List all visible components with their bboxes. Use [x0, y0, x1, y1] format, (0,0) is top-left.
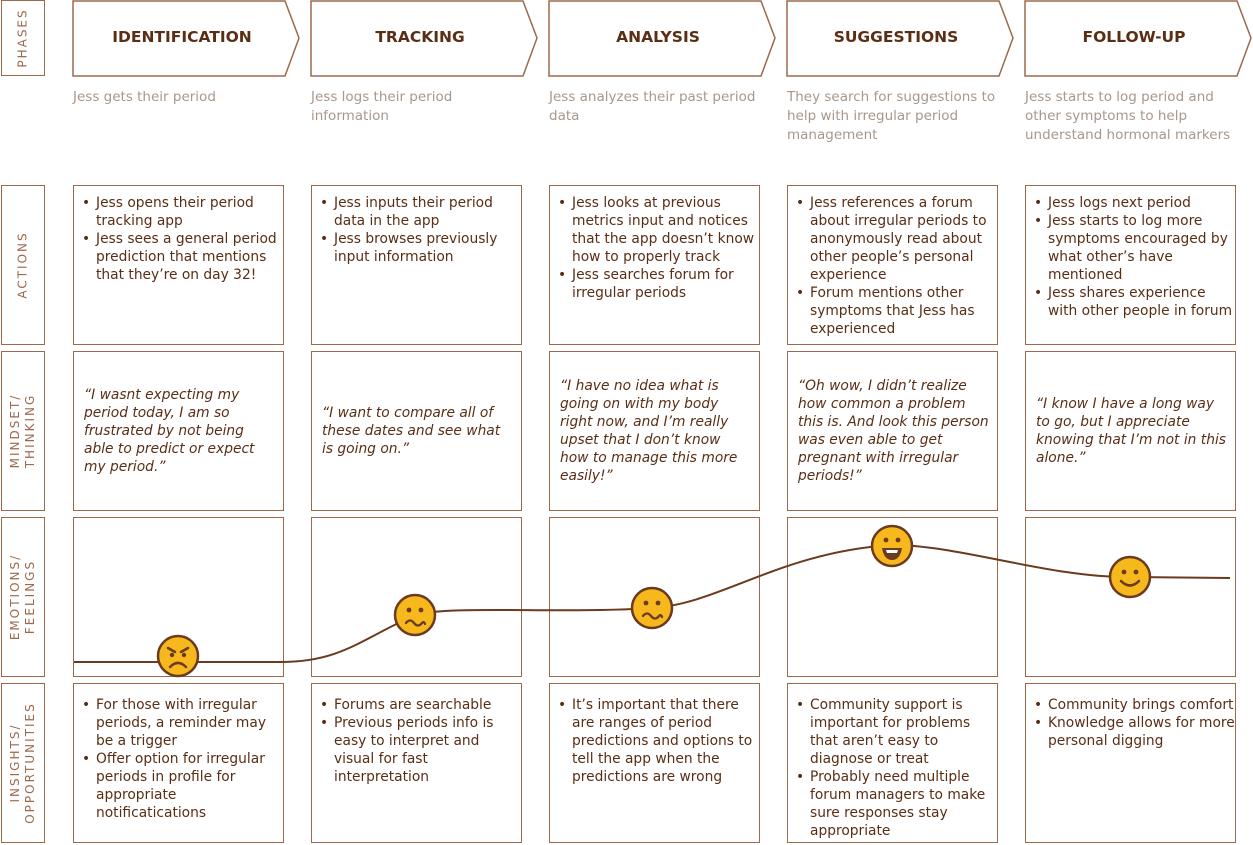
insight-item: • Community brings comfort [1026, 696, 1235, 714]
row-label-mindset [1, 351, 45, 511]
phase-title: ANALYSIS [616, 28, 700, 46]
insights-box-2 [311, 683, 522, 843]
row-label-actions [1, 185, 45, 345]
phase-description: Jess analyzes their past period data [549, 89, 756, 124]
phase-description: Jess starts to log period and other symptoms to help understand hormonal markers [1025, 89, 1231, 143]
mindset-quote: “Oh wow, I didn’t realize how common a problem this is. And look this person was even able to get pregnant with irregular periods!” [798, 378, 989, 484]
action-item: • Forum mentions other symptoms that Jess has experienced [788, 284, 997, 338]
phase-description: Jess gets their period [73, 89, 216, 105]
insight-item: • It’s important that there are ranges of period predictions and options to tell the app when the predictions are wrong [550, 696, 759, 786]
phase-description: Jess logs their period information [311, 89, 453, 124]
row-label-insights-line1: INSIGHTS/ [8, 723, 22, 803]
mindset-box-4 [787, 351, 998, 511]
row-label-insights-text [8, 702, 38, 824]
insights-box-5 [1025, 683, 1236, 843]
insight-item: • Knowledge allows for more personal digging [1026, 714, 1235, 750]
action-item: • Jess looks at previous metrics input and notices that the app doesn’t know how to properly track [550, 194, 759, 266]
action-item: • Jess references a forum about irregular periods to anonymously read about other people’s personal experience [788, 194, 997, 284]
row-label-actions-text: ACTIONS [15, 231, 30, 299]
mindset-quote: “I want to compare all of these dates and see what is going on.” [322, 405, 501, 457]
phase-title: SUGGESTIONS [833, 28, 959, 46]
row-label-insights-line2: OPPORTUNITIES [23, 702, 37, 824]
action-item: • Jess shares experience with other people in forum [1026, 284, 1235, 320]
mindset-box-1 [73, 351, 284, 511]
action-item: • Jess sees a general period prediction that mentions that they’re on day 32! [74, 230, 283, 284]
row-label-phases-text: PHASES [15, 8, 30, 68]
phase-column-1 [73, 0, 291, 80]
row-label-emotions-line2: FEELINGS [23, 559, 37, 635]
row-label-emotions-line1: EMOTIONS/ [8, 553, 22, 641]
actions-box-3 [549, 185, 760, 345]
row-label-insights [1, 683, 45, 843]
emotion-box-2 [311, 517, 522, 677]
insights-box-4 [787, 683, 998, 843]
phase-title: IDENTIFICATION [112, 28, 252, 46]
action-item: • Jess opens their period tracking app [74, 194, 283, 230]
mindset-box-5 [1025, 351, 1236, 511]
row-label-emotions [1, 517, 45, 677]
insights-box-1 [73, 683, 284, 843]
actions-box-2 [311, 185, 522, 345]
mindset-box-3 [549, 351, 760, 511]
actions-box-1 [73, 185, 284, 345]
phase-column-5 [1025, 0, 1243, 80]
insight-item: • Forums are searchable [312, 696, 521, 714]
row-label-mindset-text [8, 394, 38, 469]
action-item: • Jess logs next period [1026, 194, 1235, 212]
insight-item: • Offer option for irregular periods in profile for appropriate notificatications [74, 750, 283, 822]
emotion-box-3 [549, 517, 760, 677]
insight-item: • Community support is important for problems that aren’t easy to diagnose or treat [788, 696, 997, 768]
action-item: • Jess inputs their period data in the app [312, 194, 521, 230]
insight-item: • For those with irregular periods, a reminder may be a trigger [74, 696, 283, 750]
row-label-mindset-line2: THINKING [23, 393, 37, 469]
insight-item: • Probably need multiple forum managers to make sure responses stay appropriate [788, 768, 997, 840]
phase-title: FOLLOW-UP [1082, 28, 1186, 46]
mindset-quote: “I wasnt expecting my period today, I am so frustrated by not being able to predict or expect my period.” [84, 387, 255, 475]
phase-column-2 [311, 0, 529, 80]
emotion-box-1 [73, 517, 284, 677]
action-item: • Jess browses previously input information [312, 230, 521, 266]
mindset-box-2 [311, 351, 522, 511]
mindset-quote: “I have no idea what is going on with my body right now, and I’m really upset that I don’t know how to manage this more easily!” [560, 378, 738, 484]
phase-column-3 [549, 0, 767, 80]
insights-box-3 [549, 683, 760, 843]
phase-title: TRACKING [375, 28, 465, 46]
actions-box-4 [787, 185, 998, 345]
action-item: • Jess searches forum for irregular periods [550, 266, 759, 302]
action-item: • Jess starts to log more symptoms encouraged by what other’s have mentioned [1026, 212, 1235, 284]
row-label-mindset-line1: MINDSET/ [8, 393, 22, 469]
phase-column-4 [787, 0, 1005, 80]
phase-description: They search for suggestions to help with irregular period management [787, 89, 996, 143]
emotion-box-4 [787, 517, 998, 677]
mindset-quote: “I know I have a long way to go, but I appreciate knowing that I’m not in this alone.” [1036, 396, 1226, 466]
actions-box-5 [1025, 185, 1236, 345]
insight-item: • Previous periods info is easy to interpret and visual for fast interpretation [312, 714, 521, 786]
row-label-emotions-text [8, 554, 38, 640]
emotion-box-5 [1025, 517, 1236, 677]
